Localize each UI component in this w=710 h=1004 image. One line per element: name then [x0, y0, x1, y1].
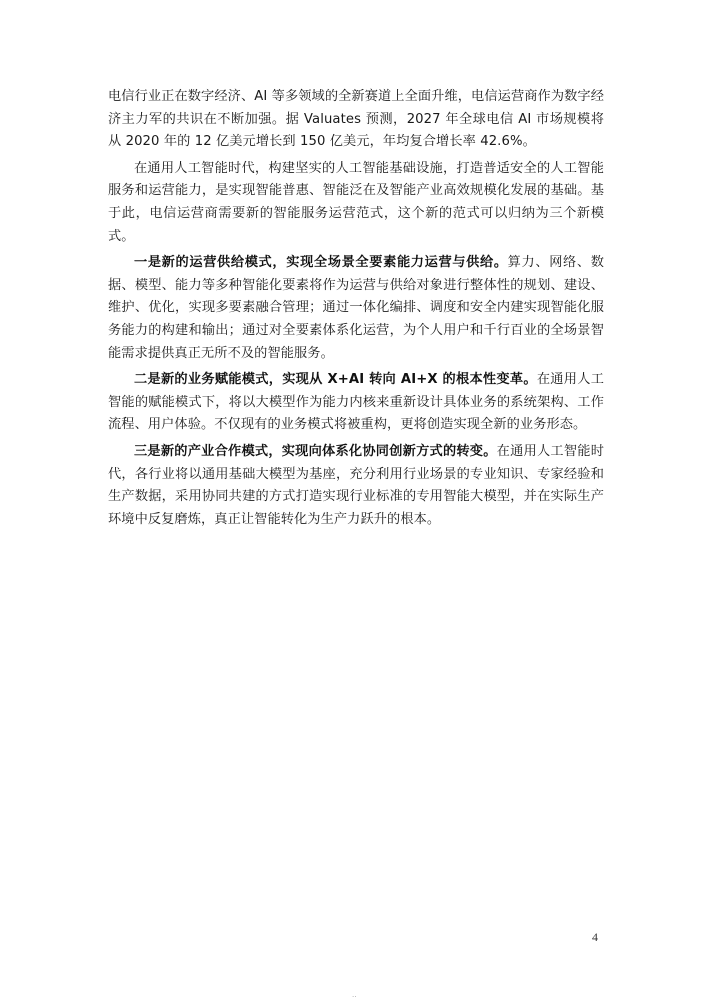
paragraph-mode-one	[108, 252, 604, 365]
paragraph-text: 电信行业正在数字经济、AI 等多领域的全新赛道上全面升维，电信运营商作为数字经济主力军的共识在不断加强。据 Valuates 预测，2027 年全球电信 AI 市场规模将从 2020 年的 12 亿美元增长到 150 亿美元，年均复合增长率 42.6%。	[108, 89, 604, 150]
footer-mark: ··	[352, 993, 357, 1001]
paragraph-lead: 二是新的业务赋能模式，实现从 X+AI 转向 AI+X 的根本性变革。	[134, 372, 537, 388]
paragraph-intro	[108, 86, 604, 154]
paragraph-text: 在通用人工智能的赋能模式下，将以大模型作为能力内核来重新设计具体业务的系统架构、工作流程、用户体验。不仅现有的业务模式将被重构，更将创造实现全新的业务形态。	[108, 372, 605, 433]
page-number: 4	[592, 930, 598, 944]
paragraph-text: 在通用人工智能时代，构建坚实的人工智能基础设施，打造普适安全的人工智能服务和运营能力，是实现智能普惠、智能泛在及智能产业高效规模化发展的基础。基于此，电信运营商需要新的智能服务运营范式，这个新的范式可以归纳为三个新模式。	[108, 160, 604, 244]
paragraph-lead: 三是新的产业合作模式，实现向体系化协同创新方式的转变。	[134, 443, 497, 459]
paragraph-mode-two	[108, 369, 604, 437]
document-body	[108, 86, 604, 535]
paragraph-text: 算力、网络、数据、模型、能力等多种智能化要素将作为运营与供给对象进行整体性的规划、建设、维护、优化，实现多要素融合管理；通过一体化编排、调度和安全内建实现智能化服务能力的构建和输出；通过对全要素体系化运营，为个人用户和千行百业的全场景智能需求提供真正无所不及的智能服务。	[108, 255, 604, 361]
paragraph-mode-three	[108, 441, 604, 531]
paragraph-context	[108, 158, 604, 248]
paragraph-lead: 一是新的运营供给模式，实现全场景全要素能力运营与供给。	[134, 255, 508, 271]
paragraph-text: 在通用人工智能时代，各行业将以通用基础大模型为基座，充分利用行业场景的专业知识、专家经验和生产数据，采用协同共建的方式打造实现行业标准的专用智能大模型，并在实际生产环境中反复磨炼，真正让智能转化为生产力跃升的根本。	[108, 443, 604, 527]
